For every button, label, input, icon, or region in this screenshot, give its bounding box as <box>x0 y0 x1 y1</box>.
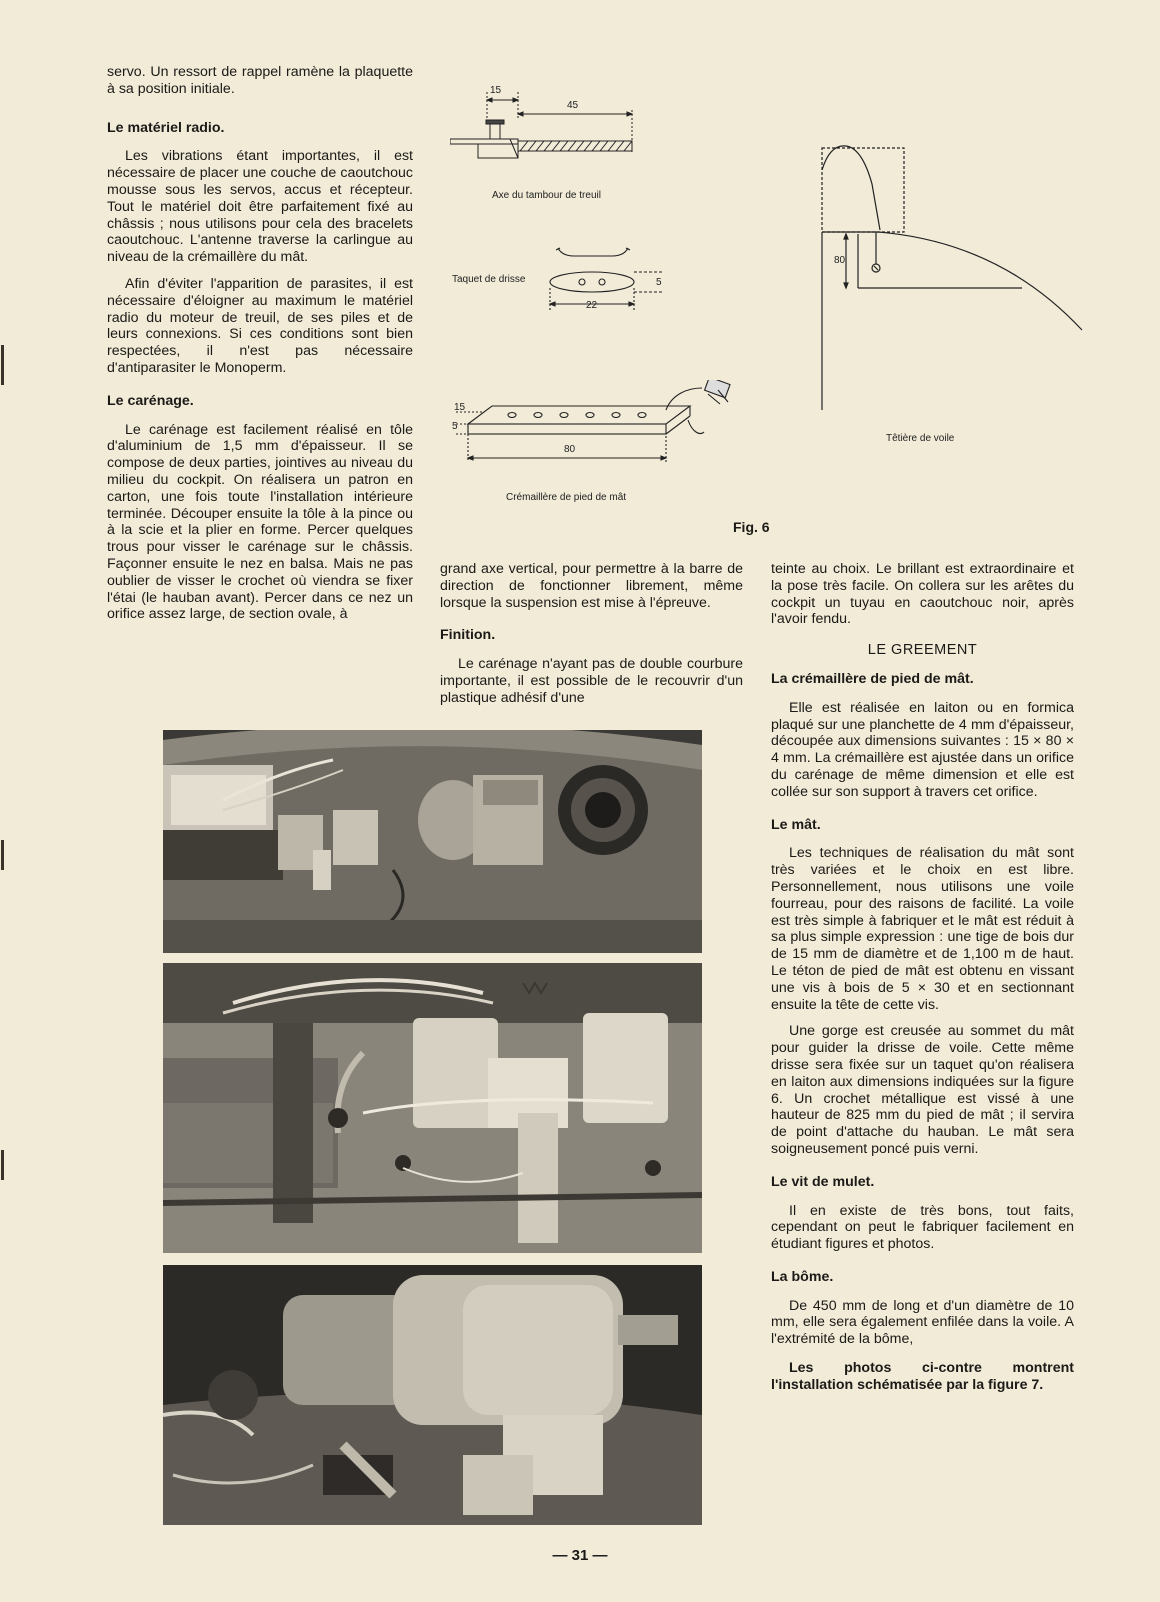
axe-tambour-drawing <box>450 82 650 202</box>
figure-caption: Fig. 6 <box>733 519 770 535</box>
paragraph: Les vibrations étant importantes, il est nécessaire de placer une couche de caoutchouc mousse sous les servos, accus et récepteur. Tout le matériel doit être parfaitement fixé au châssis ; nous utilisons pour cela des bracelets caoutchouc. L'antenne traverse la carlingue au niveau de la crémaillère du mât. <box>107 148 413 266</box>
section-heading-mat: Le mât. <box>771 816 821 833</box>
paragraph: Le carénage n'ayant pas de double courbure importante, il est possible de le recouvrir d'un plastique adhésif d'une <box>440 656 743 706</box>
diagram-cremaillere <box>452 380 732 505</box>
dimension-label: 22 <box>586 300 598 311</box>
chapter-heading-greement: LE GREEMENT <box>867 642 978 659</box>
section-heading-vit-de-mulet: Le vit de mulet. <box>771 1173 875 1190</box>
dimension-label: 15 <box>490 85 502 96</box>
diagram-taquet <box>452 242 672 314</box>
section-heading-cremaillere: La crémaillère de pied de mât. <box>771 670 974 687</box>
paragraph: Elle est réalisée en laiton ou en formica plaqué sur une planchette de 4 mm d'épaisseur, découpée aux dimensions suivantes : 15 × 80 × 4 mm. La crémaillère est ajustée dans un orifice du carénage de même dimension et elle est collée sur son support à travers cet orifice. <box>771 699 1074 800</box>
middle-text-column <box>440 561 743 717</box>
paragraph: Il en existe de très bons, tout faits, cependant on peut le fabriquer facilement en étudiant figures et photos. <box>771 1202 1074 1253</box>
dimension-label: 5 <box>452 421 458 432</box>
diagram-tetiere <box>800 140 1090 450</box>
section-heading-radio: Le matériel radio. <box>107 119 225 136</box>
dimension-label: 15 <box>454 402 466 413</box>
cremaillere-drawing <box>452 380 732 505</box>
section-heading-bome: La bôme. <box>771 1268 834 1285</box>
right-text-column <box>771 561 1074 1404</box>
section-heading-carenage: Le carénage. <box>107 392 194 409</box>
paragraph: Afin d'éviter l'apparition de parasites, il est nécessaire d'éloigner au maximum le matériel radio du moteur de treuil, de ses piles et de leurs connexions. Si ces conditions sont bien respectées, il n'est pas nécessaire d'antiparasiter le Monoperm. <box>107 275 413 376</box>
dimension-label: 45 <box>567 100 579 111</box>
paragraph: Le carénage est facilement réalisé en tôle d'aluminium de 1,5 mm d'épaisseur. Il se compose de deux parties, jointives au niveau du milieu du cockpit. On réalisera un patron en carton, une fois toute l'installation intérieure terminée. Découper ensuite la tôle à la pince ou à la scie et la plier en forme. Percer quelques trous pour visser le carénage sur le châssis. Façonner ensuite le nez en balsa. Mais ne pas oublier de visser le crochet où viendra se fixer l'étai (le hauban avant). Percer dans ce nez un orifice assez large, de section ovale, à <box>107 421 413 623</box>
diagram-label: Axe du tambour de treuil <box>492 190 601 201</box>
photo-micro-switches <box>163 963 702 1253</box>
section-heading-finition: Finition. <box>440 627 496 644</box>
paragraph: Les techniques de réalisation du mât sont très variées et le choix en est libre. Personnellement, nous utilisons une voile fourreau, pour des raisons de facilité. La voile est très simple à fabriquer et le mât est réduit à sa plus simple expression : une tige de bois dur de 15 mm de diamètre et de 1,100 m de haut. Le téton de pied de mât est obtenu en vissant une vis à bois de 5 × 30 et en sectionnant ensuite la tête de cette vis. <box>771 845 1074 1013</box>
paragraph: De 450 mm de long et d'un diamètre de 10 mm, elle sera également enfilée dans la voile. A l'extrémité de la bôme, <box>771 1297 1074 1348</box>
photo-monoperm-motor <box>163 1265 702 1525</box>
diagram-axe-tambour <box>450 82 650 202</box>
dimension-label: 80 <box>564 444 576 455</box>
scan-edge-marks <box>0 0 8 1602</box>
tetiere-drawing <box>800 140 1090 450</box>
dimension-label: 80 <box>834 255 846 266</box>
photo-caption: Les photos ci-contre montrent l'installation schématisée par la figure 7. <box>771 1360 1074 1393</box>
paragraph: Une gorge est creusée au sommet du mât pour guider la drisse de voile. Cette même drisse sera fixée sur un taquet qu'on réalisera en laiton aux dimensions indiquées sur la figure 6. Un crochet métallique est vissé à une hauteur de 825 mm du pied de mât ; il servira de point d'attache du hauban. Le mât sera soigneusement poncé puis verni. <box>771 1023 1074 1157</box>
photo-winch-installation <box>163 730 702 953</box>
paragraph: servo. Un ressort de rappel ramène la plaquette à sa position initiale. <box>107 64 413 97</box>
page-number: — 31 — <box>552 1547 608 1564</box>
paragraph: grand axe vertical, pour permettre à la barre de direction de fonctionner librement, même lorsque la suspension est mise à l'épreuve. <box>440 561 743 611</box>
diagram-label: Têtière de voile <box>886 433 955 444</box>
left-text-column <box>107 64 413 633</box>
diagram-label: Taquet de drisse <box>452 274 526 285</box>
diagram-label: Crémaillère de pied de mât <box>506 492 627 503</box>
dimension-label: 5 <box>656 277 662 288</box>
paragraph: teinte au choix. Le brillant est extraordinaire et la pose très facile. On collera sur les arêtes du cockpit un tuyau en caoutchouc noir, après l'avoir fendu. <box>771 561 1074 628</box>
